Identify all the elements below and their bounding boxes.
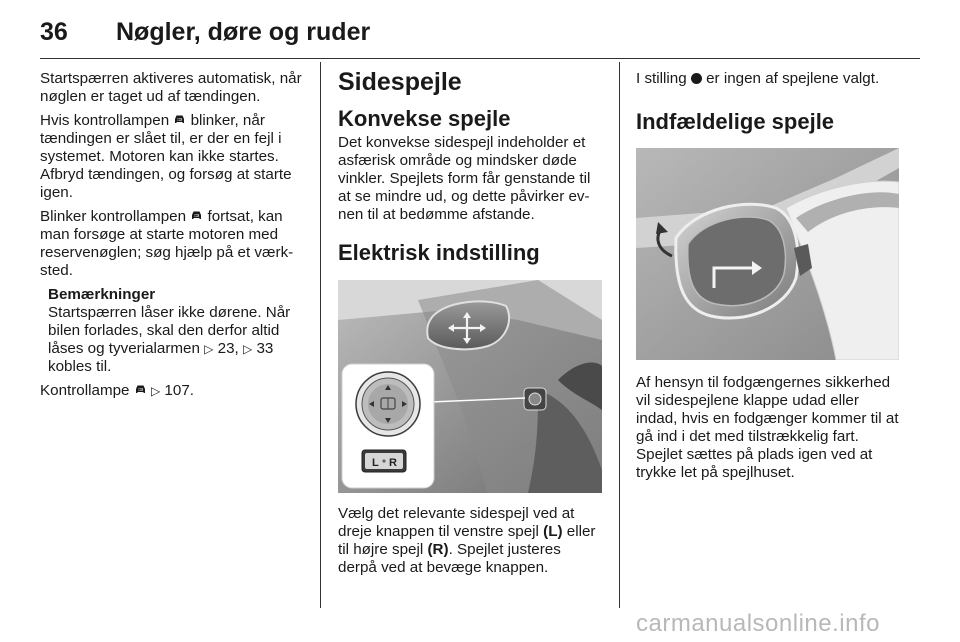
- column-divider: [320, 62, 321, 608]
- column-1: [40, 70, 302, 406]
- paragraph: Det konvekse sidespejl indeholder et asfærisk område og mindsker døde vinkler. Spejlets form får genstande til at se mindre ud, og dette påvirker evnen til at bedømme afstande.: [338, 134, 591, 223]
- text: Blinker kontrollampen: [40, 208, 191, 225]
- text: blinker, når tændingen er slået til, er der en fejl i systemet. Motoren kan ikke startes. Afbryd tændingen, og forsøg at starte igen.: [40, 112, 292, 201]
- note-block: [40, 286, 302, 376]
- text: Startspærren låser ikke dørene. Når bilen forlades, skal den derfor altid låses og tyverialarmen: [48, 304, 291, 357]
- watermark: carmanualsonline.info: [636, 610, 880, 637]
- text: eller til højre spejl: [338, 523, 596, 558]
- paragraph: [40, 382, 302, 400]
- right-mirror-label: R: [389, 457, 397, 469]
- subsection-heading: Elektrisk indstilling: [338, 240, 540, 265]
- text: .: [189, 382, 194, 399]
- page-reference-arrow-icon: ▷: [243, 342, 253, 356]
- text: Vælg det relevante sidespejl ved at dreje knappen til venstre spejl: [338, 505, 575, 540]
- mirror-control-illustration: [338, 280, 602, 493]
- page-reference[interactable]: 33: [256, 340, 274, 357]
- page-reference-arrow-icon: ▷: [150, 384, 161, 398]
- page-header: [40, 14, 920, 54]
- paragraph: Af hensyn til fodgængernes sikkerhed vil sidespejlene klappe udad eller indad, hvis en fodgænger kommer til at gå ind i det med tilstrækkelig fart. Spejlet sættes på plads igen ved at trykke let på spejlhuset.: [636, 374, 899, 481]
- paragraph: [40, 208, 302, 280]
- section-heading: Sidespejle: [338, 68, 462, 96]
- column-divider: [619, 62, 620, 608]
- immobilizer-car-key-icon: [173, 112, 186, 130]
- text: ,: [234, 340, 243, 357]
- left-mirror-label: L: [372, 457, 379, 469]
- text: fortsat, kan man forsøge at starte motoren med reservenøglen; søg hjælp på et værksted.: [40, 208, 294, 279]
- page-reference-arrow-icon: ▷: [204, 342, 214, 356]
- folding-mirror-illustration: [636, 148, 899, 360]
- text: . Spejlet justeres derpå ved at bevæge knappen.: [338, 541, 561, 576]
- right-label: (R): [427, 541, 449, 558]
- paragraph: [636, 70, 902, 88]
- filled-dot-icon: [691, 73, 702, 84]
- paragraph: [338, 505, 602, 577]
- folding-mirror-image: [636, 148, 899, 360]
- mirror-control-image: [338, 280, 602, 493]
- page-reference[interactable]: 23: [217, 340, 235, 357]
- section-heading: Indfældelige spejle: [636, 109, 835, 134]
- left-label: (L): [543, 523, 563, 540]
- text: kobles til.: [48, 358, 112, 375]
- page-title: Nøgler, døre og ruder: [116, 18, 371, 46]
- immobilizer-car-key-icon: [134, 382, 147, 400]
- page-reference[interactable]: 107: [164, 382, 190, 399]
- text: er ingen af spejlene valgt.: [701, 70, 880, 87]
- note-text: [48, 304, 302, 376]
- text: I stilling: [636, 70, 691, 87]
- page-number: 36: [40, 18, 68, 46]
- paragraph: Startspærren aktiveres automatisk, når nøglen er taget ud af tændingen.: [40, 70, 302, 105]
- text: Hvis kontrollampen: [40, 112, 174, 129]
- text: Kontrollampe: [40, 382, 134, 399]
- note-heading: Bemærkninger: [48, 286, 156, 303]
- immobilizer-car-key-icon: [190, 208, 203, 226]
- paragraph: [40, 112, 302, 202]
- column-2: [338, 70, 602, 583]
- header-divider: [40, 58, 920, 59]
- subsection-heading: Konvekse spejle: [338, 106, 511, 131]
- column-3: [636, 70, 902, 488]
